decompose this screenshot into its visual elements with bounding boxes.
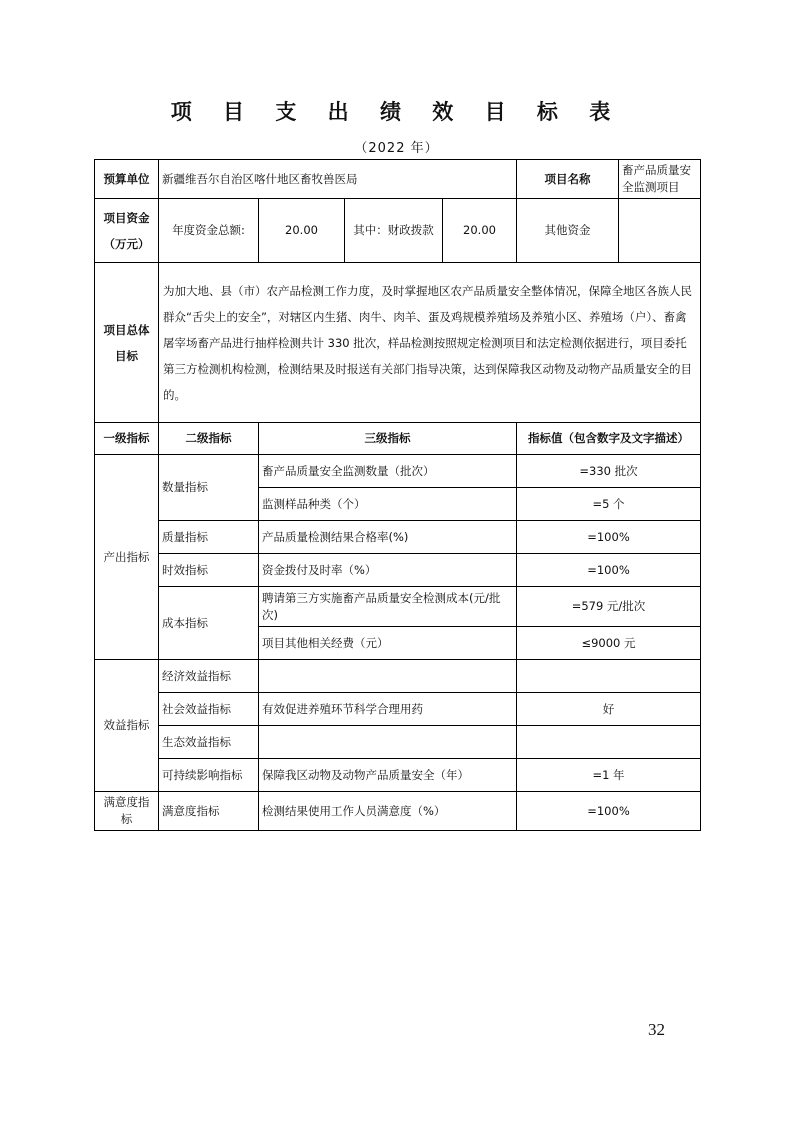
performance-target-table [94, 159, 701, 831]
document-title: 项 目 支 出 绩 效 目 标 表 [170, 99, 623, 124]
level3-cell: 保障我区动物及动物产品质量安全（年） [259, 759, 517, 792]
col-level1-header: 一级指标 [95, 423, 159, 455]
value-cell: ≤9000 元 [517, 627, 701, 660]
annual-total-value: 20.00 [259, 199, 345, 263]
funds-row [95, 199, 701, 263]
fiscal-allocation-label: 其中：财政拨款 [345, 199, 443, 263]
document-year: （2022 年） [354, 141, 439, 156]
value-cell: =100% [517, 554, 701, 587]
level3-cell: 项目其他相关经费（元） [259, 627, 517, 660]
level2-cell: 成本指标 [159, 587, 259, 660]
value-cell [517, 726, 701, 759]
value-cell: 好 [517, 693, 701, 726]
level2-cell: 质量指标 [159, 521, 259, 554]
col-level2-header: 二级指标 [159, 423, 259, 455]
level3-cell: 产品质量检测结果合格率(%) [259, 521, 517, 554]
annual-total-label: 年度资金总额: [159, 199, 259, 263]
level2-cell: 社会效益指标 [159, 693, 259, 726]
goal-row [95, 263, 701, 423]
table-row [95, 726, 701, 759]
value-cell: =100% [517, 521, 701, 554]
value-cell: =330 批次 [517, 455, 701, 488]
level2-cell: 满意度指标 [159, 792, 259, 831]
table-row [95, 792, 701, 831]
level2-cell: 可持续影响指标 [159, 759, 259, 792]
col-level3-header: 三级指标 [259, 423, 517, 455]
group-output: 产出指标 [95, 455, 159, 660]
level3-cell: 聘请第三方实施畜产品质量安全检测成本(元/批次) [259, 587, 517, 627]
group-satisfaction: 满意度指标 [95, 792, 159, 831]
col-value-header: 指标值（包含数字及文字描述） [517, 423, 701, 455]
table-row [95, 693, 701, 726]
value-cell: =579 元/批次 [517, 587, 701, 627]
budget-unit-value: 新疆维吾尔自治区喀什地区畜牧兽医局 [159, 160, 517, 199]
fiscal-allocation-value: 20.00 [443, 199, 517, 263]
level2-cell: 数量指标 [159, 455, 259, 521]
table-row [95, 587, 701, 627]
group-benefit: 效益指标 [95, 660, 159, 792]
column-header-row [95, 423, 701, 455]
overall-goal-text: 为加大地、县（市）农产品检测工作力度，及时掌握地区农产品质量安全整体情况，保障全地区各族人民群众“舌尖上的安全”，对辖区内生猪、肉牛、肉羊、蛋及鸡规模养殖场及养殖小区、养殖场（户）、畜禽屠宰场畜产品进行抽样检测共计 330 批次，样品检测按照规定检测项目和法定检测依据进行，项目委托第三方检测机构检测，检测结果及时报送有关部门指导决策，达到保障我区动物及动物产品质量安全的目的。 [159, 263, 701, 423]
level3-cell: 畜产品质量安全监测数量（批次） [259, 455, 517, 488]
table-row [95, 521, 701, 554]
table-row [95, 660, 701, 693]
value-cell [517, 660, 701, 693]
level2-cell: 时效指标 [159, 554, 259, 587]
value-cell: =100% [517, 792, 701, 831]
budget-unit-label: 预算单位 [95, 160, 159, 199]
funds-label: 项目资金（万元） [95, 199, 159, 263]
table-row [95, 455, 701, 488]
level3-cell [259, 726, 517, 759]
project-name-value: 畜产品质量安全监测项目 [619, 160, 701, 199]
header-row [95, 160, 701, 199]
level3-cell: 监测样品种类（个） [259, 488, 517, 521]
level2-cell: 生态效益指标 [159, 726, 259, 759]
level3-cell: 有效促进养殖环节科学合理用药 [259, 693, 517, 726]
overall-goal-label: 项目总体目标 [95, 263, 159, 423]
level3-cell: 资金拨付及时率（%） [259, 554, 517, 587]
value-cell: =5 个 [517, 488, 701, 521]
table-row [95, 554, 701, 587]
project-name-label: 项目名称 [517, 160, 619, 199]
level2-cell: 经济效益指标 [159, 660, 259, 693]
table-row [95, 759, 701, 792]
value-cell: =1 年 [517, 759, 701, 792]
other-funds-label: 其他资金 [517, 199, 619, 263]
level3-cell: 检测结果使用工作人员满意度（%） [259, 792, 517, 831]
other-funds-value [619, 199, 701, 263]
page-number: 32 [648, 1020, 665, 1039]
level3-cell [259, 660, 517, 693]
